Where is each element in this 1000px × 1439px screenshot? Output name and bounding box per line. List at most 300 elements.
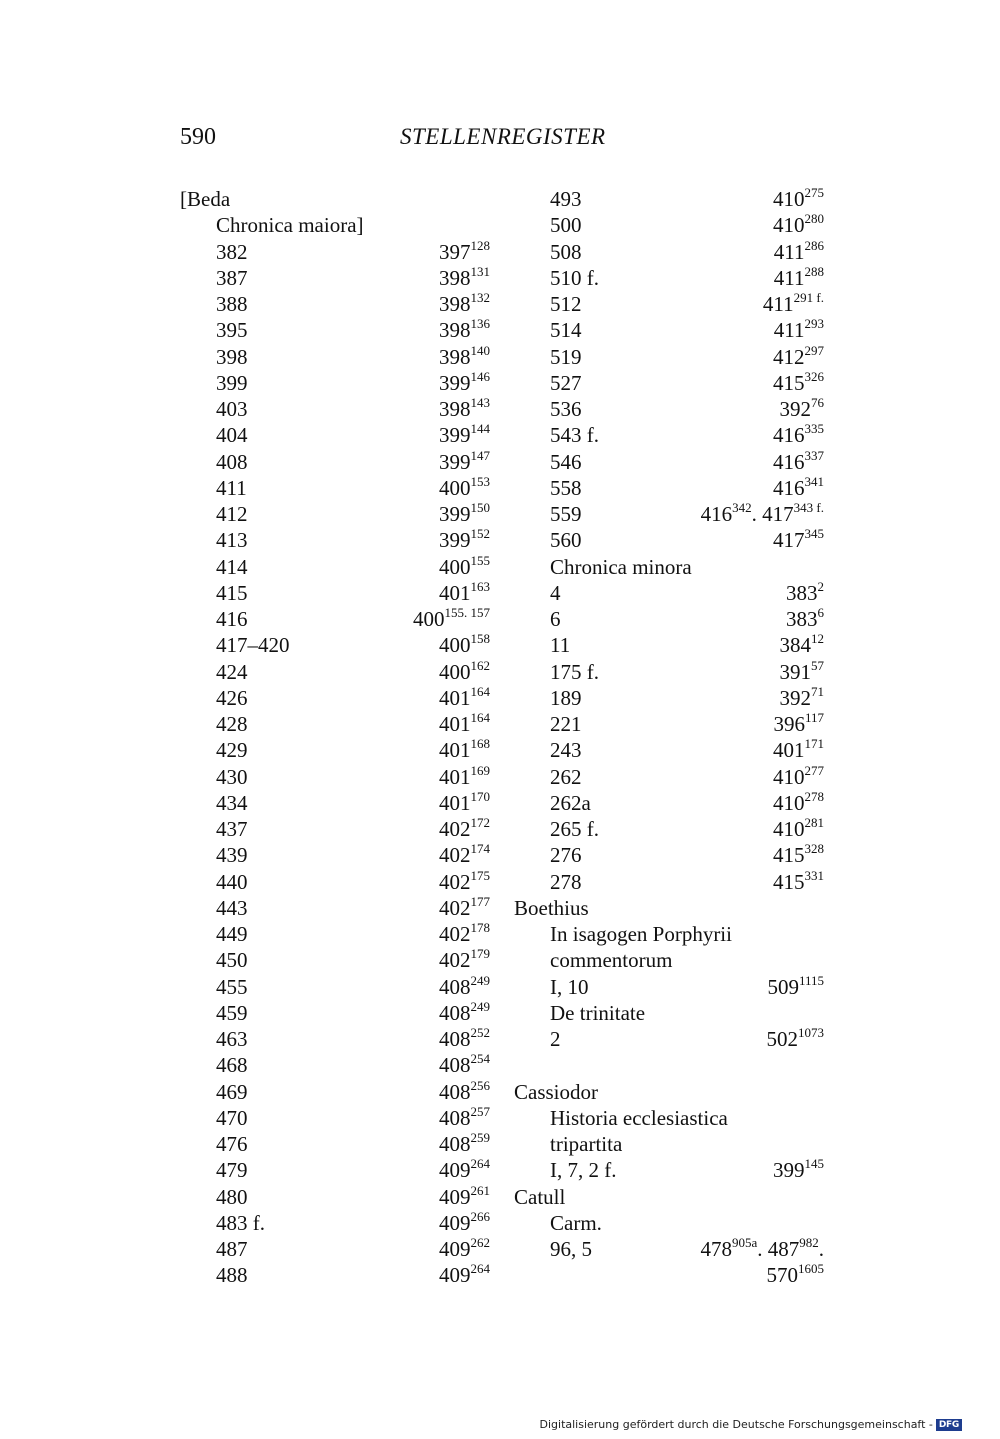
footnote-number: 337: [804, 447, 824, 463]
footnote-number: 331: [804, 867, 824, 883]
index-entry: [180, 1052, 490, 1078]
entry-page-reference: [773, 422, 824, 448]
page-number: 590: [180, 124, 216, 150]
page-number-ref: 411: [773, 318, 805, 343]
entry-page-reference: [439, 816, 490, 842]
page-number-ref: 400: [439, 633, 471, 658]
index-entry: [180, 1131, 490, 1157]
entry-page-reference: [439, 344, 490, 370]
footnote-number: 254: [470, 1051, 490, 1067]
footnote-number: 1605: [798, 1261, 824, 1277]
page-number-ref: 408: [439, 1000, 471, 1025]
entry-page-reference: [767, 1026, 825, 1052]
entry-locus: 412: [216, 502, 248, 526]
index-entry: [514, 974, 824, 1000]
entry-page-reference: [439, 1000, 490, 1026]
page-number-ref: 398: [439, 397, 471, 421]
index-entry: [180, 1105, 490, 1131]
index-entry: [514, 1105, 824, 1131]
page-number-ref: 410: [773, 187, 805, 211]
index-column-left: [180, 186, 490, 1289]
entry-locus: 262a: [550, 790, 591, 815]
entry-page-reference: [773, 527, 824, 553]
entry-locus: 2: [550, 1027, 561, 1051]
page-number-ref: 399: [439, 423, 471, 448]
index-entry: [514, 212, 824, 238]
entry-page-reference: [439, 265, 490, 291]
entry-page-reference: [773, 186, 824, 212]
entry-locus: 463: [216, 1027, 248, 1051]
entry-page-reference: [439, 947, 490, 973]
index-entry: [180, 895, 490, 921]
footnote-number: 262: [470, 1234, 490, 1250]
entry-locus: 559: [550, 502, 582, 526]
entry-locus: 395: [216, 318, 248, 343]
index-entry: [514, 790, 824, 816]
page-number-ref: 509: [767, 974, 799, 999]
entry-page-reference: [439, 842, 490, 868]
page-number-ref: 402: [439, 895, 471, 920]
index-entry: [514, 396, 824, 422]
entry-page-reference: [439, 527, 490, 553]
footnote-number: 164: [470, 709, 490, 725]
footnote-number: 128: [470, 237, 490, 253]
entry-page-reference: [439, 317, 490, 343]
entry-locus: Chronica maiora]: [216, 213, 364, 238]
entry-page-reference: [439, 1157, 490, 1183]
footnote-number: 264: [470, 1261, 490, 1277]
entry-locus: 388: [216, 292, 248, 316]
entry-page-reference: [439, 1026, 490, 1052]
footer-text: Digitalisierung gefördert durch die Deutsche Forschungsgemeinschaft -: [539, 1418, 933, 1431]
index-entry: [514, 947, 824, 973]
index-entry: [514, 186, 824, 212]
footnote-number: 150: [470, 499, 490, 515]
index-entry: [180, 816, 490, 842]
entry-locus: 519: [550, 344, 582, 369]
page-number-ref: 383: [786, 607, 818, 631]
entry-page-reference: [439, 449, 490, 475]
page-number-ref: 401: [439, 685, 471, 710]
index-entry: [180, 501, 490, 527]
index-entry: [514, 554, 824, 580]
entry-locus: In isagogen Porphyrii: [550, 922, 732, 946]
index-entry: [514, 422, 824, 448]
entry-page-reference: [439, 1079, 490, 1105]
footnote-number: 153: [470, 473, 490, 489]
dfg-logo: DFG: [936, 1419, 962, 1431]
entry-locus: 413: [216, 528, 248, 553]
footnote-number: 174: [470, 841, 490, 857]
index-entry: [180, 1000, 490, 1026]
entry-page-reference: [439, 711, 490, 737]
entry-page-reference: [439, 475, 490, 501]
index-entry: [180, 344, 490, 370]
entry-locus: 6: [550, 607, 561, 631]
footnote-number: 147: [470, 447, 490, 463]
entry-locus: 262: [550, 764, 582, 789]
footnote-number: 164: [470, 683, 490, 699]
footnote-number: 252: [470, 1024, 490, 1040]
page-number-ref: 411: [762, 292, 794, 316]
entry-page-reference: [773, 842, 824, 868]
entry-locus: 443: [216, 895, 248, 920]
index-entry: [514, 1236, 824, 1262]
entry-page-reference: [773, 764, 824, 790]
entry-locus: 426: [216, 685, 248, 710]
entry-page-reference: [439, 1131, 490, 1157]
entry-page-reference: [439, 974, 490, 1000]
index-entry: [180, 1262, 490, 1288]
footnote-number: 266: [470, 1208, 490, 1224]
page-number-ref: 402: [439, 843, 471, 868]
index-entry: [180, 974, 490, 1000]
entry-locus: 500: [550, 213, 582, 238]
entry-locus: Chronica minora: [550, 554, 692, 579]
index-entry: [514, 921, 824, 947]
entry-page-reference: [439, 554, 490, 580]
entry-page-reference: [773, 449, 824, 475]
running-head: STELLENREGISTER: [400, 124, 606, 149]
entry-page-reference: [773, 711, 824, 737]
page-number-ref: 502: [766, 1027, 798, 1051]
page-number-ref: 402: [439, 922, 471, 946]
entry-locus: 403: [216, 397, 248, 421]
index-entry: [514, 580, 824, 606]
index-entry: [180, 764, 490, 790]
entry-page-reference: [439, 396, 490, 422]
page-number-ref: 408: [439, 1027, 471, 1051]
page-number-ref: 409: [439, 1210, 471, 1235]
entry-locus: 404: [216, 423, 248, 448]
page-number-ref: 409: [439, 1263, 471, 1288]
entry-locus: tripartita: [550, 1132, 623, 1156]
footnote-number: 143: [470, 394, 490, 410]
entry-page-reference: [773, 475, 824, 501]
entry-locus: 468: [216, 1053, 248, 1078]
page-number-ref: 415: [773, 370, 805, 395]
entry-locus: 387: [216, 265, 248, 290]
entry-locus: 434: [216, 790, 248, 815]
page-number-ref: 402: [439, 817, 471, 841]
index-entry: [514, 1131, 824, 1157]
page-number-ref: 409: [439, 1158, 471, 1183]
entry-locus: 527: [550, 370, 582, 395]
entry-locus: 469: [216, 1079, 248, 1104]
footnote-number: 264: [470, 1156, 490, 1172]
index-entry: [180, 842, 490, 868]
page-number-ref: 417: [773, 528, 805, 553]
footnote-number: 172: [470, 814, 490, 830]
page-number-ref: 392: [779, 685, 811, 710]
index-entry: [180, 1157, 490, 1183]
entry-locus: 382: [216, 239, 248, 264]
entry-locus: 439: [216, 843, 248, 868]
entry-page-reference: [439, 764, 490, 790]
footnote-number: 136: [470, 316, 490, 332]
index-entry: [180, 554, 490, 580]
page-number-ref: 411: [773, 265, 805, 290]
footnote-number: 261: [470, 1182, 490, 1198]
entry-locus: 479: [216, 1158, 248, 1183]
entry-locus: 399: [216, 370, 248, 395]
footnote-number: 905a: [731, 1234, 758, 1250]
footnote-number: 249: [470, 972, 490, 988]
page-number-ref: 570: [766, 1263, 798, 1288]
page-number-ref: 399: [773, 1158, 805, 1183]
index-entry: [180, 186, 490, 212]
entry-locus: Cassiodor: [514, 1079, 598, 1104]
entry-page-reference: [439, 737, 490, 763]
index-entry: [514, 606, 824, 632]
index-entry: [180, 659, 490, 685]
entry-page-reference: [439, 1262, 490, 1288]
entry-locus: 424: [216, 659, 248, 684]
index-entry: [180, 921, 490, 947]
index-entry: [514, 317, 824, 343]
footnote-number: 155: [470, 552, 490, 568]
footnote-number: 168: [470, 736, 490, 752]
index-entry: [180, 1079, 490, 1105]
page-number-ref: . 417: [751, 502, 794, 526]
footnote-number: 328: [804, 841, 824, 857]
footnote-number: 1115: [798, 972, 824, 988]
footnote-number: 117: [804, 709, 824, 725]
entry-locus: 493: [550, 187, 582, 211]
index-entry: [180, 212, 490, 238]
index-entry: [180, 869, 490, 895]
footnote-number: 249: [470, 998, 490, 1014]
footnote-number: 2: [817, 578, 824, 594]
entry-page-reference: [439, 1052, 490, 1078]
index-entry: [514, 527, 824, 553]
page-number-ref: 416: [773, 475, 805, 500]
index-entry: [514, 685, 824, 711]
entry-locus: 476: [216, 1132, 248, 1156]
index-entry: [514, 501, 824, 527]
page-number-ref: 408: [439, 1132, 471, 1156]
index-entry: [180, 396, 490, 422]
index-entry: [180, 265, 490, 291]
page-number-ref: 408: [439, 1053, 471, 1078]
index-entry: [180, 370, 490, 396]
entry-locus: 408: [216, 449, 248, 474]
entry-locus: 96, 5: [550, 1237, 592, 1261]
entry-locus: 450: [216, 948, 248, 973]
entry-locus: Catull: [514, 1184, 566, 1209]
footnote-number: 131: [470, 263, 490, 279]
footnote-number: 257: [470, 1103, 490, 1119]
entry-page-reference: [439, 1105, 490, 1131]
entry-locus: 487: [216, 1237, 248, 1261]
entry-locus: 411: [216, 475, 247, 500]
index-entry: [180, 711, 490, 737]
footnote-number: 982: [799, 1234, 819, 1250]
footnote-number: 326: [804, 368, 824, 384]
entry-locus: 483 f.: [216, 1210, 265, 1235]
footnote-number: 177: [470, 893, 490, 909]
index-entry: [514, 764, 824, 790]
page-number-ref: 410: [773, 764, 805, 789]
footnote-number: 278: [804, 788, 824, 804]
entry-locus: 470: [216, 1105, 248, 1130]
entry-locus: 414: [216, 554, 248, 579]
entry-locus: I, 7, 2 f.: [550, 1158, 617, 1183]
entry-page-reference: [439, 895, 490, 921]
index-entry: [514, 1052, 824, 1078]
footnote-number: 144: [470, 421, 490, 437]
entry-locus: 11: [550, 633, 571, 658]
page-number-ref: .: [818, 1237, 824, 1261]
entry-page-reference: [439, 790, 490, 816]
index-entry: [180, 1026, 490, 1052]
footnote-number: 158: [470, 631, 490, 647]
index-entry: [514, 475, 824, 501]
page-number-ref: 401: [773, 738, 805, 763]
index-entry: [180, 606, 490, 632]
page-number-ref: 408: [439, 1105, 471, 1130]
index-entry: [180, 790, 490, 816]
entry-locus: 440: [216, 869, 248, 894]
page-number-ref: 408: [439, 974, 471, 999]
index-entry: [514, 239, 824, 265]
footnote-number: 71: [811, 683, 824, 699]
footnote-number: 76: [811, 394, 824, 410]
entry-locus: 508: [550, 239, 582, 264]
footnote-number: 171: [804, 736, 824, 752]
index-entry: [514, 895, 824, 921]
entry-page-reference: [773, 869, 824, 895]
page-number-ref: 399: [439, 449, 471, 474]
entry-page-reference: [439, 869, 490, 895]
entry-locus: [Beda: [180, 187, 231, 211]
entry-locus: De trinitate: [550, 1000, 646, 1025]
entry-page-reference: [773, 344, 824, 370]
entry-locus: 437: [216, 817, 248, 841]
index-entry: [180, 239, 490, 265]
entry-page-reference: [439, 239, 490, 265]
index-entry: [514, 291, 824, 317]
entry-locus: 278: [550, 869, 582, 894]
index-entry: [514, 1026, 824, 1052]
index-entry: [180, 1236, 490, 1262]
page-number-ref: 400: [413, 607, 445, 631]
entry-locus: 560: [550, 528, 582, 553]
footnote-number: 293: [804, 316, 824, 332]
page-number-ref: 409: [439, 1184, 471, 1209]
index-entry: [180, 580, 490, 606]
entry-page-reference: [439, 659, 490, 685]
entry-page-reference: [773, 1157, 824, 1183]
index-entry: [180, 1210, 490, 1236]
page-number-ref: 384: [779, 633, 811, 658]
footnote-number: 345: [804, 526, 824, 542]
page-number-ref: . 487: [757, 1237, 800, 1261]
entry-page-reference: [773, 737, 824, 763]
page-number-ref: 416: [773, 449, 805, 474]
entry-page-reference: [439, 632, 490, 658]
page-number-ref: 478: [700, 1237, 732, 1261]
index-entry: [514, 632, 824, 658]
entry-locus: 4: [550, 580, 561, 605]
page-number-ref: 415: [773, 869, 805, 894]
footnote-number: 342: [732, 499, 752, 515]
footnote-number: 145: [804, 1156, 824, 1172]
page-number-ref: 383: [786, 580, 818, 605]
index-entry: [514, 1262, 824, 1288]
footnote-number: 57: [811, 657, 824, 673]
footnote-number: 132: [470, 289, 490, 305]
footnote-number: 277: [804, 762, 824, 778]
entry-locus: 243: [550, 738, 582, 763]
page-number-ref: 412: [773, 344, 805, 369]
footnote-number: 288: [804, 263, 824, 279]
footnote-number: 341: [804, 473, 824, 489]
page-number-ref: 401: [439, 764, 471, 789]
entry-locus: Boethius: [514, 895, 589, 920]
entry-page-reference: [780, 396, 825, 422]
entry-locus: 417–420: [216, 633, 290, 658]
entry-locus: Carm.: [550, 1210, 602, 1235]
entry-page-reference: [773, 212, 824, 238]
entry-page-reference: [773, 816, 824, 842]
entry-locus: Historia ecclesiastica: [550, 1105, 728, 1130]
footnote-number: 140: [470, 342, 490, 358]
footnote-number: 343 f.: [793, 499, 824, 515]
entry-locus: 512: [550, 292, 582, 316]
page-number-ref: 410: [773, 817, 805, 841]
page-number-ref: 399: [439, 502, 471, 526]
index-entry: [514, 869, 824, 895]
index-entry: [514, 370, 824, 396]
footnote-number: 275: [804, 184, 824, 200]
entry-page-reference: [700, 1236, 824, 1262]
footnote-number: 152: [470, 526, 490, 542]
page-number-ref: 398: [439, 344, 471, 369]
index-entry: [514, 816, 824, 842]
entry-page-reference: [780, 685, 825, 711]
entry-locus: 510 f.: [550, 265, 599, 290]
page-number-ref: 409: [439, 1237, 471, 1261]
page-number-ref: 399: [439, 370, 471, 395]
footnote-number: 146: [470, 368, 490, 384]
page-number-ref: 397: [439, 239, 471, 264]
index-entry: [514, 737, 824, 763]
entry-locus: 480: [216, 1184, 248, 1209]
index-entry: [514, 1210, 824, 1236]
entry-locus: 175 f.: [550, 659, 599, 684]
entry-page-reference: [780, 632, 825, 658]
entry-page-reference: [439, 1184, 490, 1210]
index-entry: [180, 291, 490, 317]
entry-locus: commentorum: [550, 948, 673, 973]
page-number-ref: 398: [439, 292, 471, 316]
index-entry: [514, 842, 824, 868]
page-number-ref: 400: [439, 659, 471, 684]
entry-locus: 221: [550, 712, 582, 736]
footnote-number: 297: [804, 342, 824, 358]
index-entry: [180, 737, 490, 763]
index-entry: [180, 317, 490, 343]
index-entry: [180, 475, 490, 501]
entry-locus: 543 f.: [550, 423, 599, 448]
page-number-ref: 401: [439, 738, 471, 763]
entry-locus: 415: [216, 580, 248, 605]
digitization-footer: [540, 1418, 963, 1431]
entry-page-reference: [439, 501, 490, 527]
index-entry: [180, 632, 490, 658]
entry-locus: 536: [550, 397, 582, 421]
